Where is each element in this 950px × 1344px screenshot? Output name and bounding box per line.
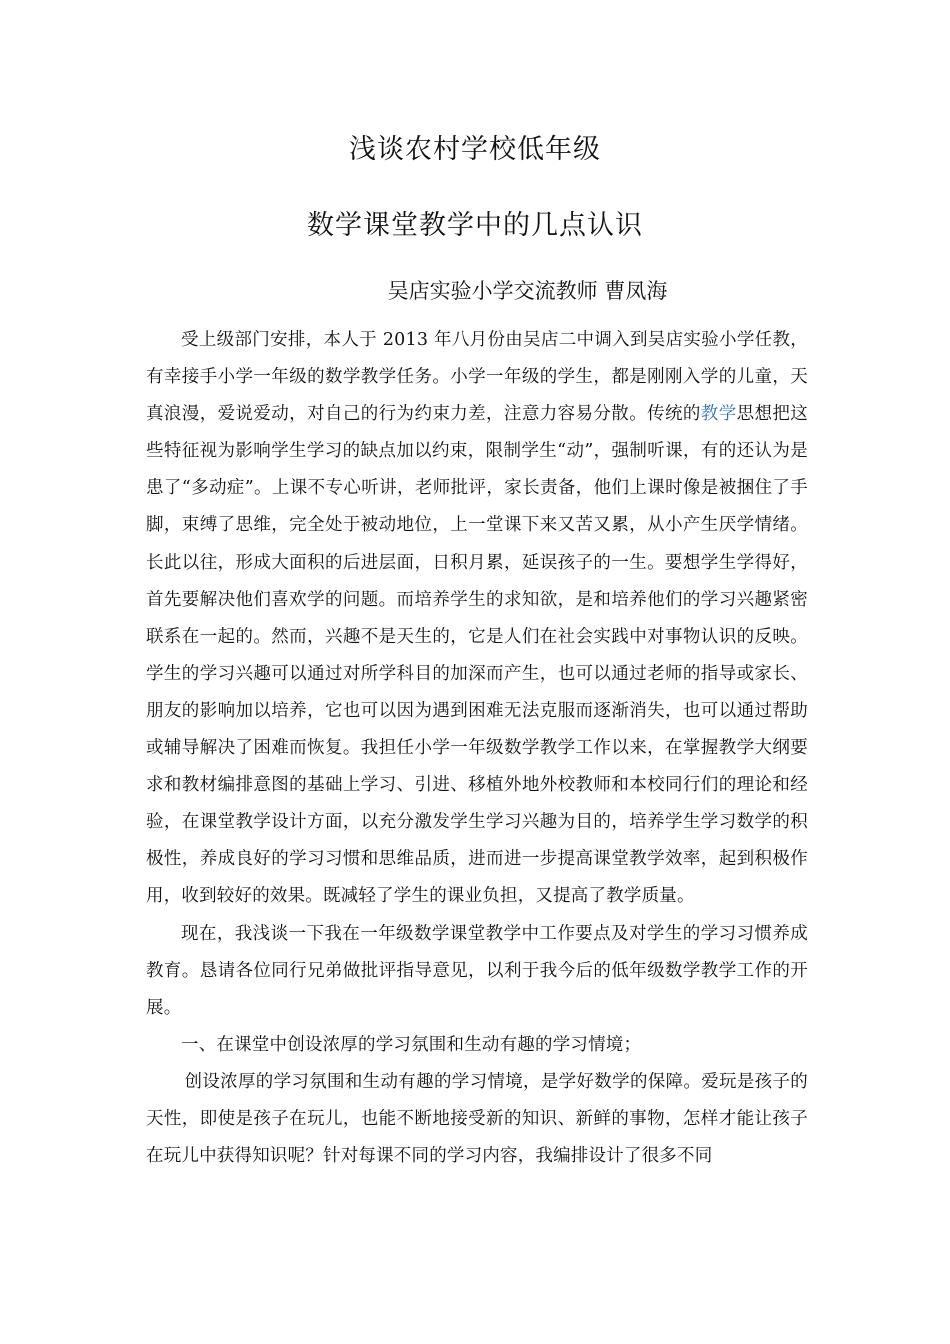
- paragraph-1: [146, 322, 808, 916]
- paragraph-2: 现在，我浅谈一下我在一年级数学课堂教学中工作要点及对学生的学习习惯养成教育。恳请各位同行兄弟做批评指导意见，以利于我今后的低年级数学教学工作的开展。: [146, 923, 808, 1018]
- document-body: [146, 322, 808, 1175]
- document-title-line2: 数学课堂教学中的几点认识: [307, 210, 643, 241]
- paragraph-1-text-a: 受上级部门安排，本人于 2013 年八月份由吴店二中调入到吴店实验小学任教，有幸接手小学一年级的数学教学任务。小学一年级的学生，都是刚刚入学的儿童，天真浪漫，爱说爱动，对自己的行为约束力差，注意力容易分散。传统的: [146, 330, 808, 425]
- paragraph-1-text-b: 思想把这些特征视为影响学生学习的缺点加以约束，限制学生“动”，强制听课，有的还认为是患了“多动症”。上课不专心听讲，老师批评，家长责备，他们上课时像是被捆住了手脚，束缚了思维，完全处于被动地位，上一堂课下来又苦又累，从小产生厌学情绪。长此以往，形成大面积的后进层面，日积月累，延误孩子的一生。要想学生学得好，首先要解决他们喜欢学的问题。而培养学生的求知欲，是和培养他们的学习兴趣紧密联系在一起的。然而，兴趣不是天生的，它是人们在社会实践中对事物认识的反映。学生的学习兴趣可以通过对所学科目的加深而产生，也可以通过老师的指导或家长、朋友的影响加以培养，它也可以因为遇到困难无法克服而逐渐消失，也可以通过帮助或辅导解决了困难而恢复。我担任小学一年级数学教学工作以来，在掌握教学大纲要求和教材编排意图的基础上学习、引进、移植外地外校教师和本校同行们的理论和经验，在课堂教学设计方面，以充分激发学生学习兴趣为目的，培养学生学习数学的积极性，养成良好的学习习惯和思维品质，进而进一步提高课堂教学效率，起到积极作用，收到较好的效果。既减轻了学生的课业负担，又提高了教学质量。: [146, 404, 808, 907]
- document-title-line1: 浅谈农村学校低年级: [349, 134, 601, 165]
- document-author: 吴店实验小学交流教师 曹凤海: [387, 279, 668, 303]
- paragraph-3: 一、在课堂中创设浓厚的学习氛围和生动有趣的学习情境；: [181, 1034, 642, 1055]
- teaching-link[interactable]: 教学: [700, 404, 737, 425]
- paragraph-4: 创设浓厚的学习氛围和生动有趣的学习情境，是学好数学的保障。爱玩是孩子的天性，即使是孩子在玩儿，也能不断地接受新的知识、新鲜的事物，怎样才能让孩子在玩儿中获得知识呢？针对每课不同的学习内容，我编排设计了很多不同: [146, 1071, 808, 1167]
